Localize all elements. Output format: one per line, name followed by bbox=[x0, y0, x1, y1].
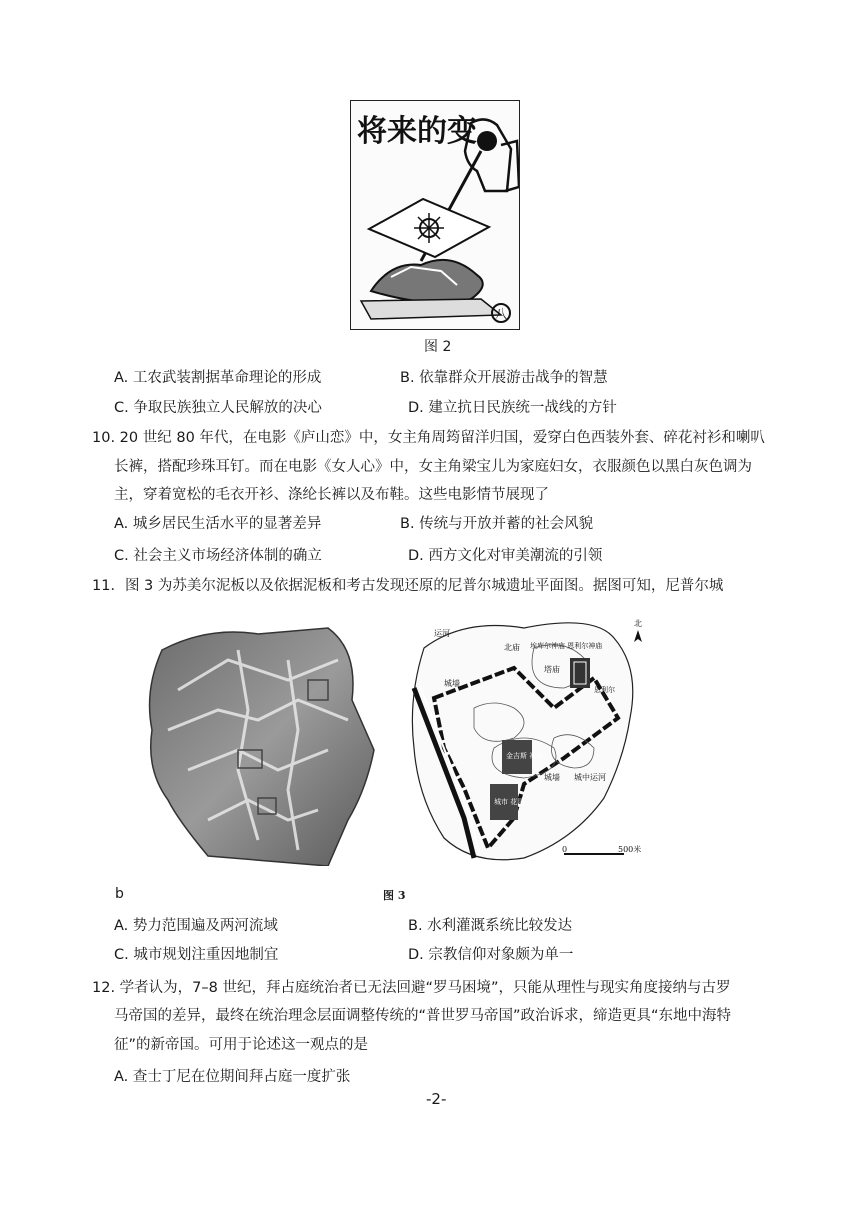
tablet-label-b: b bbox=[115, 886, 124, 902]
q11-option-d: D. 宗教信仰对象颇为单一 bbox=[408, 947, 574, 963]
svg-text:八: 八 bbox=[495, 307, 508, 321]
q10-stem-line1: 10. 20 世纪 80 年代，在电影《庐山恋》中，女主角周筠留洋归国，爱穿白色西装外套、碎花衬衫和喇叭 bbox=[92, 430, 765, 446]
q9-option-d: D. 建立抗日民族统一战线的方针 bbox=[408, 400, 617, 416]
map-scale-zero: 0 bbox=[562, 845, 568, 854]
map-mid-canal-label: 城中运河 bbox=[574, 773, 606, 782]
q10-stem-line2: 长裤，搭配珍珠耳钉。而在电影《女人心》中，女主角梁宝儿为家庭妇女，衣服颜色以黑白灰色调为 bbox=[114, 459, 752, 475]
q10-stem-line3: 主，穿着宽松的毛衣开衫、涤纶长裤以及布鞋。这些电影情节展现了 bbox=[114, 487, 549, 503]
clay-tablet-image bbox=[138, 620, 380, 866]
q9-option-b: B. 依靠群众开展游击战争的智慧 bbox=[400, 370, 608, 386]
q10-option-c: C. 社会主义市场经济体制的确立 bbox=[114, 548, 322, 564]
q12-option-a: A. 查士丁尼在位期间拜占庭一度扩张 bbox=[114, 1069, 351, 1085]
nippur-map bbox=[404, 608, 658, 870]
q12-stem-line2: 马帝国的差异，最终在统治理念层面调整传统的“普世罗马帝国”政治诉求，缔造更具“东地中海特 bbox=[114, 1008, 732, 1024]
q11-stem-line1: 11．图 3 为苏美尔泥板以及依据泥板和考古发现还原的尼普尔城遗址平面图。据图可知，尼普尔城 bbox=[92, 578, 724, 594]
map-tower-label: 塔庙 bbox=[544, 665, 560, 674]
q9-option-a: A. 工农武装割据革命理论的形成 bbox=[114, 370, 322, 386]
map-enlil-temple-label: 埃库尔神庙 恩利尔神庙 bbox=[530, 642, 603, 650]
q11-option-a: A. 势力范围遍及两河流域 bbox=[114, 918, 278, 934]
page-number: -2- bbox=[426, 1090, 447, 1108]
q11-option-c: C. 城市规划注重因地制宜 bbox=[114, 947, 279, 963]
map-canal-label: 运河 bbox=[434, 629, 450, 638]
q9-option-c: C. 争取民族独立人民解放的决心 bbox=[114, 400, 322, 416]
map-scale-label: 500米 bbox=[618, 845, 642, 854]
q10-option-a: A. 城乡居民生活水平的显著差异 bbox=[114, 516, 322, 532]
cartoon-title-text: 将来的变 bbox=[357, 114, 477, 149]
map-enlil-right-label: 恩利尔 bbox=[594, 686, 615, 694]
map-north-label: 北 bbox=[634, 619, 642, 628]
figure-2-caption: 图 2 bbox=[424, 339, 452, 355]
cartoon-figure bbox=[350, 100, 520, 330]
map-wall-label-1: 城墙 bbox=[444, 679, 460, 688]
map-inanna-label: 金吉斯 神庙 bbox=[506, 752, 544, 760]
q12-stem-line1: 12. 学者认为，7–8 世纪，拜占庭统治者已无法回避“罗马困境”，只能从理性与现实角度接纳与古罗 bbox=[92, 980, 731, 996]
q12-stem-line3: 征”的新帝国。可用于论述这一观点的是 bbox=[114, 1037, 369, 1053]
q11-option-b: B. 水利灌溉系统比较发达 bbox=[408, 918, 573, 934]
map-garden-label: 城市 花园 bbox=[494, 798, 525, 806]
q10-option-b: B. 传统与开放并蓄的社会风貌 bbox=[400, 516, 594, 532]
cartoon-drawing bbox=[351, 101, 519, 329]
map-north-temple-label: 北庙 bbox=[504, 643, 520, 652]
figure-3-caption: 图 3 bbox=[383, 889, 406, 902]
q10-option-d: D. 西方文化对审美潮流的引领 bbox=[408, 548, 603, 564]
map-wall-label-2: 城墙 bbox=[544, 773, 560, 782]
